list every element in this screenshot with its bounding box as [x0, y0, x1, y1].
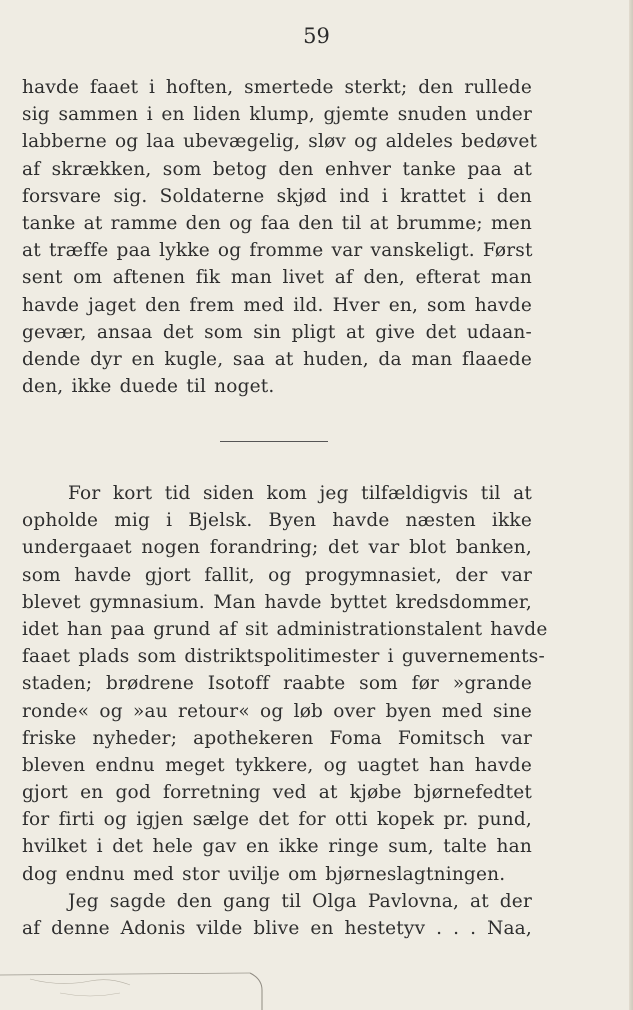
text-line: som havde gjort fallit, og progymnasiet, der var	[22, 564, 532, 586]
text-line: staden; brødrene Isotoff raabte som før »grande	[22, 673, 532, 695]
text-line: for firti og igjen sælge det for otti kopek pr. pund,	[22, 809, 532, 831]
text-line: tanke at ramme den og faa den til at brumme; men	[22, 212, 532, 234]
paragraph-1	[22, 74, 538, 400]
text-line: undergaaet nogen forandring; det var blot banken,	[22, 537, 532, 559]
text-line: bleven endnu meget tykkere, og uagtet han havde	[22, 754, 532, 776]
text-line: dende dyr en kugle, saa at huden, da man flaaede	[22, 348, 532, 370]
text-line: dog endnu med stor uvilje om bjørneslagtningen.	[22, 863, 506, 885]
text-line: friske nyheder; apothekeren Foma Fomitsch var	[22, 727, 532, 749]
text-line: af denne Adonis vilde blive en hestetyv . . . Naa,	[22, 918, 532, 939]
section-divider	[220, 441, 328, 442]
page-smudge-mark	[0, 965, 270, 1010]
text-line: Jeg sagde den gang til Olga Pavlovna, at der	[68, 890, 532, 912]
text-line: faaet plads som distriktspolitimester i guvernements-	[22, 646, 545, 668]
text-line: gevær, ansaa det som sin pligt at give det udaan-	[22, 321, 532, 343]
text-line: forsvare sig. Soldaterne skjød ind i krattet i den	[22, 185, 532, 207]
text-line: labberne og laa ubevægelig, sløv og aldeles bedøvet	[22, 131, 538, 153]
text-line: idet han paa grund af sit administrationstalent havde	[22, 618, 548, 640]
text-line: havde jaget den frem med ild. Hver en, som havde	[22, 294, 532, 316]
text-line: ronde« og »au retour« og løb over byen med sine	[22, 700, 532, 722]
page-edge	[629, 0, 633, 1010]
text-line: gjort en god forretning ved at kjøbe bjørnefedtet	[22, 782, 532, 804]
text-line: For kort tid siden kom jeg tilfældigvis til at	[68, 483, 532, 504]
page-number: 59	[303, 24, 330, 48]
text-line: havde faaet i hoften, smertede sterkt; den rullede	[22, 77, 532, 98]
text-line: sig sammen i en liden klump, gjemte snuden under	[22, 104, 532, 126]
text-line: at træffe paa lykke og fromme var vanskeligt. Først	[22, 240, 533, 262]
text-line: den, ikke duede til noget.	[22, 376, 275, 398]
text-line: sent om aftenen fik man livet af den, efterat man	[22, 267, 532, 289]
paragraph-2	[22, 480, 548, 942]
text-line: af skrækken, som betog den enhver tanke paa at	[22, 158, 532, 180]
text-line: opholde mig i Bjelsk. Byen havde næsten ikke	[22, 510, 532, 532]
text-line: blevet gymnasium. Man havde byttet kredsdommer,	[22, 591, 532, 613]
text-line: hvilket i det hele gav en ikke ringe sum, talte han	[22, 836, 532, 858]
